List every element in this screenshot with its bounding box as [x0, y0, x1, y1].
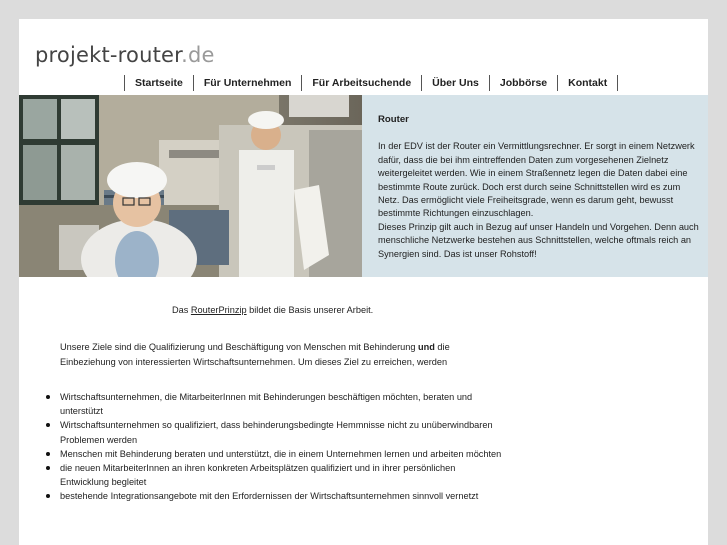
logo-name: projekt-router	[35, 43, 182, 67]
list-item: die neuen MitarbeiterInnen an ihren konkreten Arbeitsplätzen qualifiziert und in ihrer persönlichen Entwicklung begleitet	[46, 461, 506, 489]
list-item: Wirtschaftsunternehmen so qualifiziert, dass behinderungsbedingte Hemmnisse nicht zu unüberwindbaren Problemen werden	[46, 418, 506, 446]
site-logo[interactable]	[35, 43, 215, 67]
nav-item-ueber-uns[interactable]: Über Uns	[432, 77, 479, 89]
goals-bold: und	[418, 342, 435, 352]
nav-separator	[617, 75, 618, 91]
goals-list	[46, 390, 506, 504]
intro-after: bildet die Basis unserer Arbeit.	[246, 305, 374, 315]
nav-item-startseite[interactable]: Startseite	[135, 77, 183, 89]
list-item: bestehende Integrationsangebote mit den Erfordernissen der Wirtschaftsunternehmen sinnvoll vernetzt	[46, 489, 506, 503]
intro-before: Das	[172, 305, 191, 315]
intro-sentence	[172, 305, 373, 315]
bullet-icon	[46, 466, 50, 470]
kitchen-photo	[19, 95, 362, 277]
main-navigation	[124, 72, 618, 94]
list-item: Menschen mit Behinderung beraten und unterstützt, die in einem Unternehmen lernen und arbeiten möchten	[46, 447, 506, 461]
routerprinzip-link[interactable]: RouterPrinzip	[190, 305, 247, 315]
nav-item-kontakt[interactable]: Kontakt	[568, 77, 608, 89]
router-description	[378, 113, 703, 261]
page-container	[19, 19, 708, 545]
router-text-2: Dieses Prinzip gilt auch in Bezug auf unser Handeln und Vorgehen. Denn auch menschliche Netzwerke bestehen aus Schnittstellen, welche oftmals reich an Synergien sind. Das ist unser Rohstoff!	[378, 221, 699, 259]
router-text: In der EDV ist der Router ein Vermittlungsrechner. Er sorgt in einem Netzwerk dafür, dass die bei ihm eintreffenden Daten zum vorgesehenen Zielnetz weitergeleitet werden. Wie in einem Straßennetz legen die Daten dabei eine bestimmte Route zurück. Doch erst durch seine Schnittstellen wird es zum Netz. Das ermöglicht viele Freiheitsgrade, wenn es darum geht, bewusst bestimmte Richtungen einzuschlagen.	[378, 141, 695, 219]
router-heading: Router	[378, 114, 409, 125]
bullet-icon	[46, 423, 50, 427]
goals-text-1: Unsere Ziele sind die Qualifizierung und Beschäftigung von Menschen mit Behinderung	[60, 342, 419, 352]
goals-text-2: die Einbeziehung von interessierten Wirtschaftsunternehmen. Um dieses Ziel zu erreichen, werden	[60, 342, 450, 367]
hero-banner	[19, 95, 708, 277]
bullet-icon	[46, 452, 50, 456]
nav-item-jobboerse[interactable]: Jobbörse	[499, 77, 548, 89]
bullet-icon	[46, 494, 50, 498]
nav-item-fuer-arbeitsuchende[interactable]: Für Arbeitsuchende	[312, 77, 412, 89]
logo-tld: .de	[181, 43, 215, 67]
bullet-icon	[46, 395, 50, 399]
goals-paragraph	[60, 340, 500, 369]
nav-item-fuer-unternehmen[interactable]: Für Unternehmen	[203, 77, 292, 89]
list-item: Wirtschaftsunternehmen, die MitarbeiterInnen mit Behinderungen beschäftigen möchten, beraten und unterstützt	[46, 390, 506, 418]
